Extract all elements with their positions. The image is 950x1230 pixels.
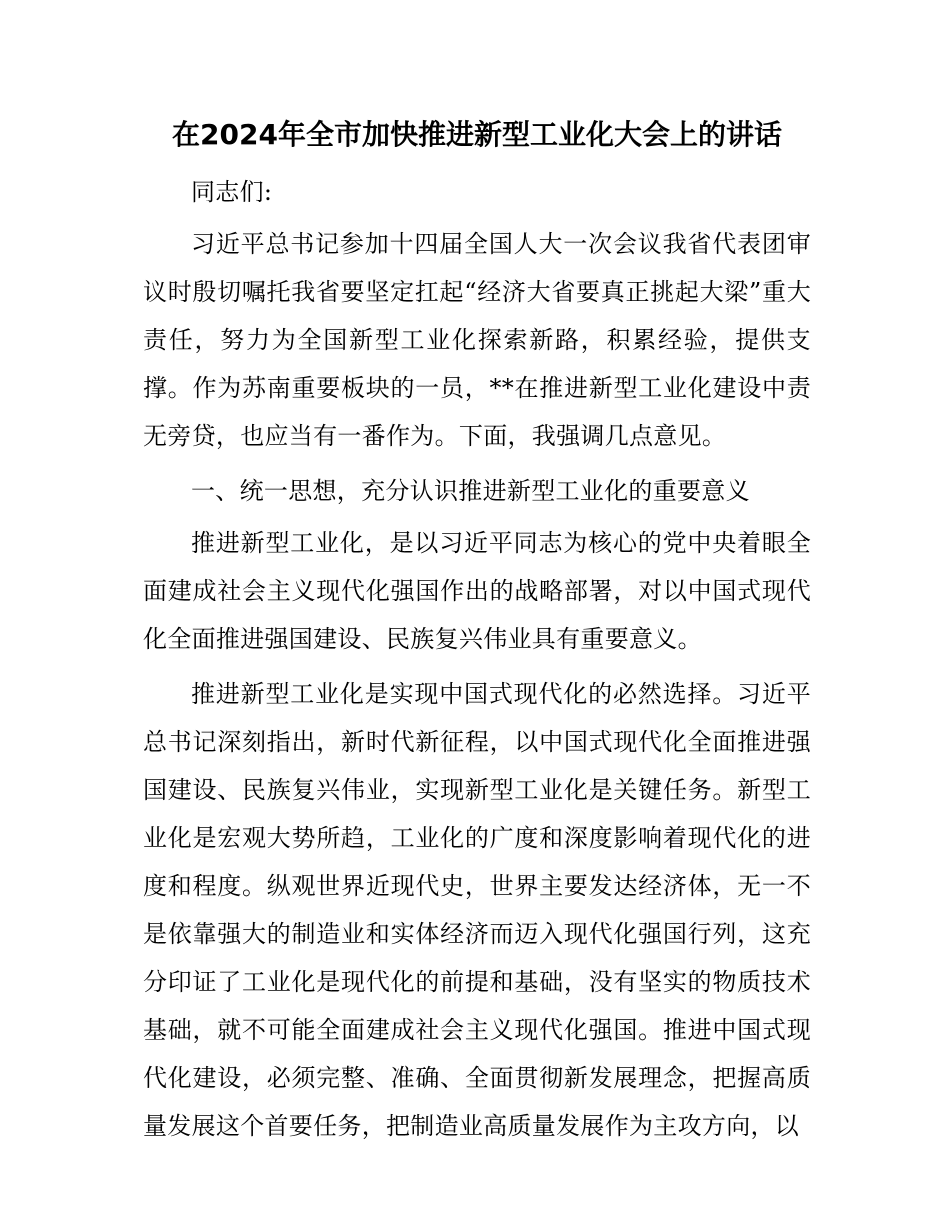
- paragraph-intro: 习近平总书记参加十四届全国人大一次会议我省代表团审议时殷切嘱托我省要坚定扛起“经济大省要真正挑起大梁”重大责任，努力为全国新型工业化探索新路，积累经验，提供支撑。作为苏南重要板块的一员，**在推进新型工业化建设中责无旁贷，也应当有一番作为。下面，我强调几点意见。: [143, 230, 811, 450]
- greeting: 同志们:: [191, 178, 273, 206]
- document-body: [143, 168, 811, 1150]
- document-content: [143, 112, 811, 1157]
- paragraph-necessity: 推进新型工业化是实现中国式现代化的必然选择。习近平总书记深刻指出，新时代新征程，以中国式现代化全面推进强国建设、民族复兴伟业，实现新型工业化是关键任务。新型工业化是宏观大势所趋，工业化的广度和深度影响着现代化的进度和程度。纵观世界近现代史，世界主要发达经济体，无一不是依靠强大的制造业和实体经济而迈入现代化强国行列，这充分印证了工业化是现代化的前提和基础，没有坚实的物质技术基础，就不可能全面建成社会主义现代化强国。推进中国式现代化建设，必须完整、准确、全面贯彻新发展理念，把握高质量发展这个首要任务，把制造业高质量发展作为主攻方向，以: [143, 680, 811, 1140]
- paragraph-significance: 推进新型工业化，是以习近平同志为核心的党中央着眼全面建成社会主义现代化强国作出的战略部署，对以中国式现代化全面推进强国建设、民族复兴伟业具有重要意义。: [143, 529, 811, 653]
- document-title: 在2024年全市加快推进新型工业化大会上的讲话: [172, 118, 782, 151]
- section-heading-1: 一、统一思想，充分认识推进新型工业化的重要意义: [191, 477, 750, 505]
